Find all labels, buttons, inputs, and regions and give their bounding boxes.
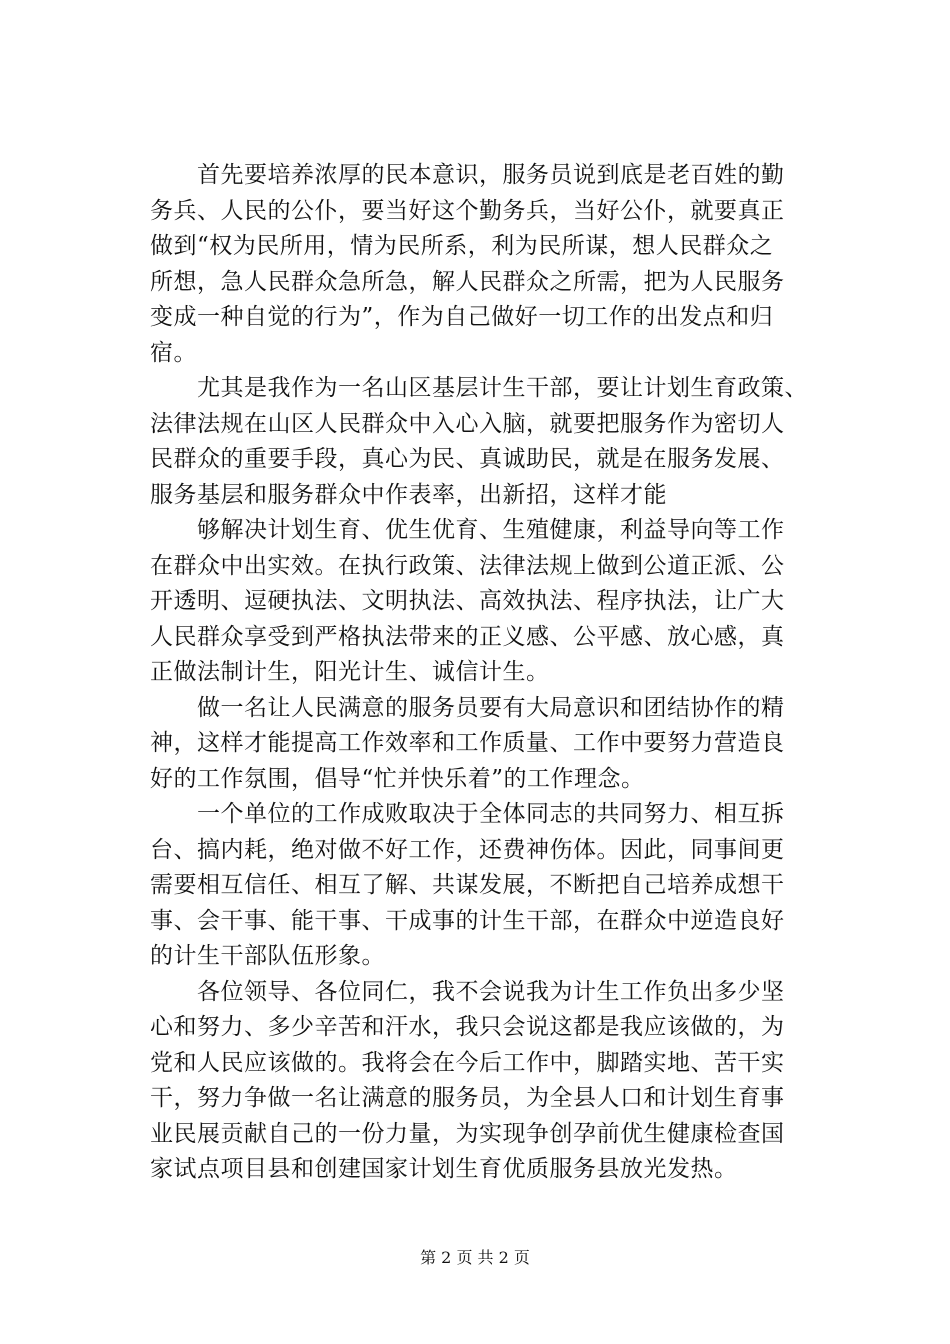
text-line: 所想，急人民群众急所急，解人民群众之所需，把为人民服务 bbox=[150, 268, 785, 295]
page-footer: 第 2 页 共 2 页 bbox=[420, 1248, 530, 1267]
text-line: 党和人民应该做的。我将会在今后工作中，脚踏实地、苦干实 bbox=[150, 1049, 785, 1076]
text-line: 各位领导、各位同仁，我不会说我为计生工作负出多少坚 bbox=[150, 978, 785, 1005]
text-line: 宿。 bbox=[150, 339, 197, 366]
text-line: 正做法制计生，阳光计生、诚信计生。 bbox=[150, 659, 550, 685]
text-line: 人民群众享受到严格执法带来的正义感、公平感、放心感，真 bbox=[150, 623, 785, 650]
text-line: 在群众中出实效。在执行政策、法律法规上做到公道正派、公 bbox=[150, 552, 785, 579]
text-line: 神，这样才能提高工作效率和工作质量、工作中要努力营造良 bbox=[150, 730, 785, 756]
text-line: 心和努力、多少辛苦和汗水，我只会说这都是我应该做的，为 bbox=[150, 1014, 785, 1040]
text-line: 事、会干事、能干事、干成事的计生干部，在群众中逆造良好 bbox=[150, 907, 785, 934]
text-line: 家试点项目县和创建国家计划生育优质服务县放光发热。 bbox=[150, 1156, 738, 1182]
text-line: 够解决计划生育、优生优育、生殖健康，利益导向等工作 bbox=[150, 517, 785, 543]
text-line: 业民展贡献自己的一份力量，为实现争创孕前优生健康检查国 bbox=[150, 1120, 785, 1147]
text-line: 一个单位的工作成败取决于全体同志的共同努力、相互拆 bbox=[150, 801, 785, 827]
text-line: 务兵、人民的公仆，要当好这个勤务兵，当好公仆，就要真正 bbox=[150, 197, 785, 224]
text-line: 做到“权为民所用，情为民所系，利为民所谋，想人民群众之 bbox=[150, 233, 774, 259]
text-line: 民群众的重要手段，真心为民、真诚助民，就是在服务发展、 bbox=[150, 446, 785, 472]
text-line: 干，努力争做一名让满意的服务员，为全县人口和计划生育事 bbox=[150, 1085, 785, 1111]
text-line: 做一名让人民满意的服务员要有大局意识和团结协作的精 bbox=[150, 694, 785, 721]
text-line: 服务基层和服务群众中作表率，出新招，这样才能 bbox=[150, 481, 667, 508]
text-line: 法律法规在山区人民群众中入心入脑，就要把服务作为密切人 bbox=[150, 410, 785, 437]
text-line: 变成一种自觉的行为”，作为自己做好一切工作的出发点和归 bbox=[150, 304, 774, 330]
text-line: 需要相互信任、相互了解、共谋发展，不断把自己培养成想干 bbox=[150, 872, 785, 898]
text-line: 尤其是我作为一名山区基层计生干部，要让计划生育政策、 bbox=[150, 375, 808, 401]
text-line: 好的工作氛围，倡导“忙并快乐着”的工作理念。 bbox=[150, 765, 645, 792]
text-line: 首先要培养浓厚的民本意识，服务员说到底是老百姓的勤 bbox=[150, 162, 785, 188]
text-line: 的计生干部队伍形象。 bbox=[150, 943, 385, 969]
text-line: 台、搞内耗，绝对做不好工作，还费神伤体。因此，同事间更 bbox=[150, 836, 785, 863]
document-body bbox=[150, 158, 830, 1188]
text-line: 开透明、逗硬执法、文明执法、高效执法、程序执法，让广大 bbox=[150, 588, 785, 614]
